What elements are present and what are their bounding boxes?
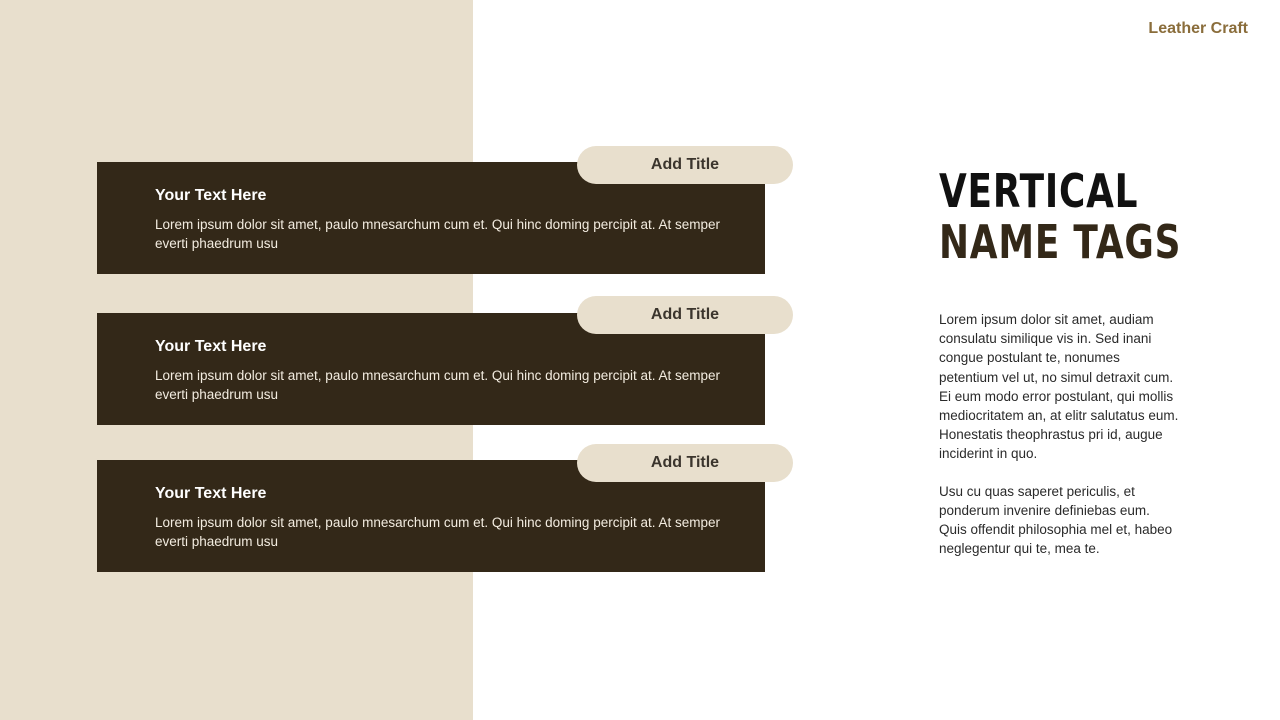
- brand-label: Leather Craft: [1148, 20, 1248, 37]
- side-paragraph-2: Usu cu quas saperet periculis, et ponderum invenire definiebas eum. Quis offendit philosophia mel et, habeo neglegentur qui te, mea te.: [939, 483, 1173, 557]
- tag-title-pill-2: Add Title: [577, 296, 793, 334]
- side-description: [939, 310, 1181, 576]
- card-body-text: Lorem ipsum dolor sit amet, paulo mnesarchum cum et. Qui hinc doming percipit at. At semper everti phaedrum usu: [155, 515, 720, 549]
- card-body-text: Lorem ipsum dolor sit amet, paulo mnesarchum cum et. Qui hinc doming percipit at. At semper everti phaedrum usu: [155, 368, 720, 402]
- slide-title-line-2: NAME TAGS: [939, 215, 1182, 269]
- card-body-text: Lorem ipsum dolor sit amet, paulo mnesarchum cum et. Qui hinc doming percipit at. At semper everti phaedrum usu: [155, 217, 720, 251]
- card-heading: Your Text Here: [155, 338, 267, 355]
- tag-title-pill-3: Add Title: [577, 444, 793, 482]
- card-heading: Your Text Here: [155, 485, 267, 502]
- side-paragraph-1: Lorem ipsum dolor sit amet, audiam consulatu similique vis in. Sed inani congue postulant te, nonumes petentium vel ut, no simul detraxit cum. Ei eum modo error postulant, qui mollis mediocritatem an, at elitr salutatus eum. Honestatis theophrastus pri id, augue inciderint in quo.: [939, 312, 1179, 462]
- slide-title-line-1: VERTICAL: [939, 164, 1139, 218]
- card-heading: Your Text Here: [155, 187, 267, 204]
- tag-title-pill-1: Add Title: [577, 146, 793, 184]
- slide-title: [939, 166, 1181, 268]
